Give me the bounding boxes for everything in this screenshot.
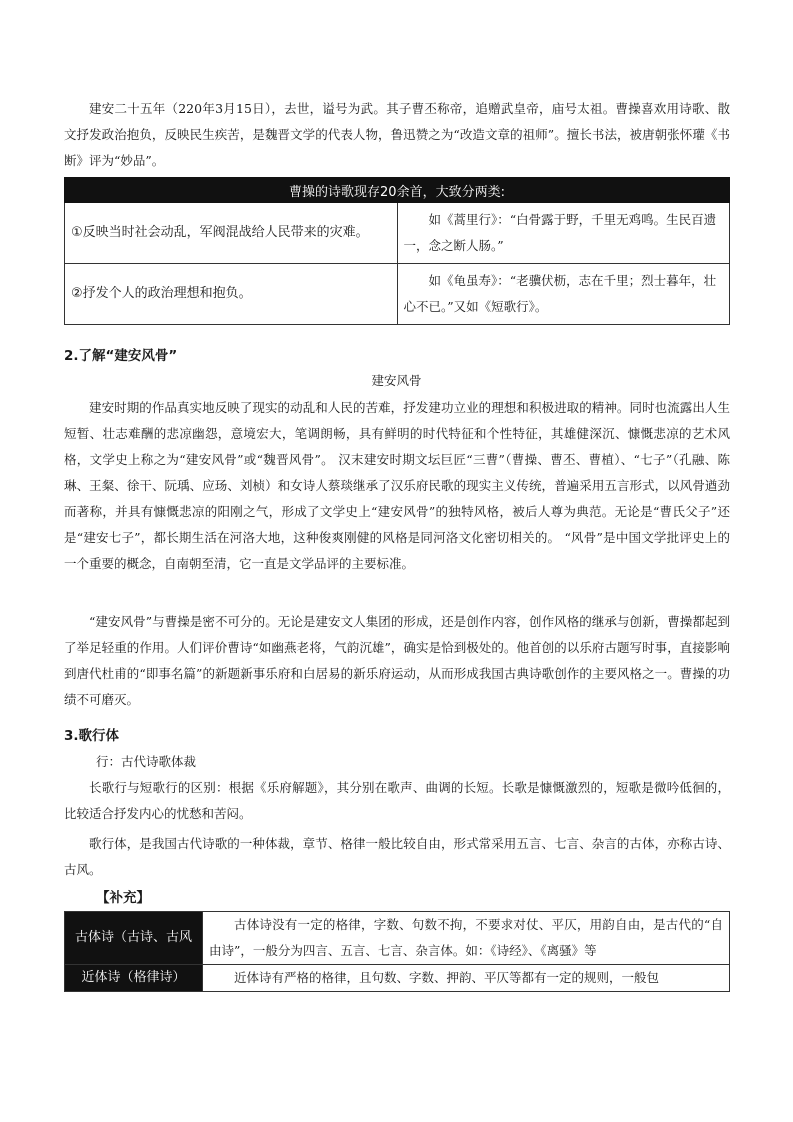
- poem-table-header: 曹操的诗歌现存20余首，大致分两类:: [65, 178, 730, 203]
- supplement-desc-1: 古体诗没有一定的格律，字数、句数不拘，不要求对仗、平仄，用韵自由，是古代的“自由诗”，一般分为四言、五言、七言、杂言体。如：《诗经》、《离骚》等: [203, 912, 730, 965]
- supplement-term-1: 古体诗（古诗、古风: [65, 912, 203, 965]
- poem-category-1: ①反映当时社会动乱，军阀混战给人民带来的灾难。: [65, 203, 398, 264]
- section3-paragraph-2: 歌行体，是我国古代诗歌的一种体裁，章节、格律一般比较自由，形式常采用五言、七言、杂言的古体，亦称古诗、古风。: [64, 836, 730, 877]
- supplement-table: [64, 911, 730, 992]
- supplement-desc-2: 近体诗有严格的格律，且句数、字数、押韵、平仄等都有一定的规则，一般包: [234, 970, 660, 985]
- poem-category-table: [64, 177, 730, 325]
- section2-heading: 2.了解“建安风骨”: [64, 348, 178, 364]
- section2-title: 建安风骨: [371, 373, 422, 388]
- supplement-term-2: 近体诗（格律诗）: [65, 965, 203, 992]
- supplement-heading: 【补充】: [96, 890, 150, 906]
- intro-paragraph: 建安二十五年（220年3月15日），去世，谥号为武。其子曹丕称帝，追赠武皇帝，庙号太祖。曹操喜欢用诗歌、散文抒发政治抱负，反映民生疾苦，是魏晋文学的代表人物，鲁迅赞之为“改造文章的祖师”。擅长书法，被唐朝张怀瓘《书断》评为“妙品”。: [64, 101, 730, 168]
- poem-example-1: 如《蒿里行》：“白骨露于野，千里无鸡鸣。生民百遗一，念之断人肠。”: [397, 203, 730, 264]
- poem-category-2: ②抒发个人的政治理想和抱负。: [65, 264, 398, 325]
- poem-example-2: 如《龟虽寿》：“老骥伏枥，志在千里；烈士暮年，壮心不已。”又如《短歌行》。: [397, 264, 730, 325]
- section2-paragraph-2: “建安风骨”与曹操是密不可分的。无论是建安文人集团的形成，还是创作内容，创作风格的继承与创新，曹操都起到了举足轻重的作用。人们评价曹诗“如幽燕老将，气韵沉雄”，确实是恰到极处的。他首创的以乐府古题写时事，直接影响到唐代杜甫的“即事名篇”的新题新事乐府和白居易的新乐府运动，从而形成我国古典诗歌创作的主要风格之一。曹操的功绩不可磨灭。: [64, 614, 730, 707]
- section3-paragraph-1: 长歌行与短歌行的区别：根据《乐府解题》，其分别在歌声、曲调的长短。长歌是慷慨激烈的，短歌是微吟低徊的，比较适合抒发内心的忧愁和苦闷。: [64, 780, 730, 821]
- table-row: [65, 203, 730, 264]
- section2-paragraph-1: 建安时期的作品真实地反映了现实的动乱和人民的苦难，抒发建功立业的理想和积极进取的精神。同时也流露出人生短暂、壮志难酬的悲凉幽怨，意境宏大，笔调朗畅，具有鲜明的时代特征和个性特征，其雄健深沉、慷慨悲凉的艺术风格，文学史上称之为“建安风骨”或“魏晋风骨”。 汉末建安时期文坛巨匠“三曹”（曹操、曹丕、曹植）、“七子”（孔融、陈琳、王粲、徐干、阮瑀、应玚、刘桢）和女诗人蔡琰继承了汉乐府民歌的现实主义传统，普遍采用五言形式，以风骨遒劲而著称，并具有慷慨悲凉的阳刚之气，形成了文学史上“建安风骨”的独特风格，被后人尊为典范。无论是“曹氏父子”还是“建安七子”，都长期生活在河洛大地，这种俊爽刚健的风格是同河洛文化密切相关的。 “风骨”是中国文学批评史上的一个重要的概念，自南朝至清，它一直是文学品评的主要标准。: [64, 400, 730, 571]
- table-row: [65, 264, 730, 325]
- section3-heading: 3.歌行体: [64, 728, 120, 744]
- section3-subtitle: 行：古代诗歌体裁: [96, 754, 197, 769]
- supplement-desc-2-cell: [203, 965, 730, 992]
- table-row: [65, 912, 730, 965]
- table-row: [65, 965, 730, 992]
